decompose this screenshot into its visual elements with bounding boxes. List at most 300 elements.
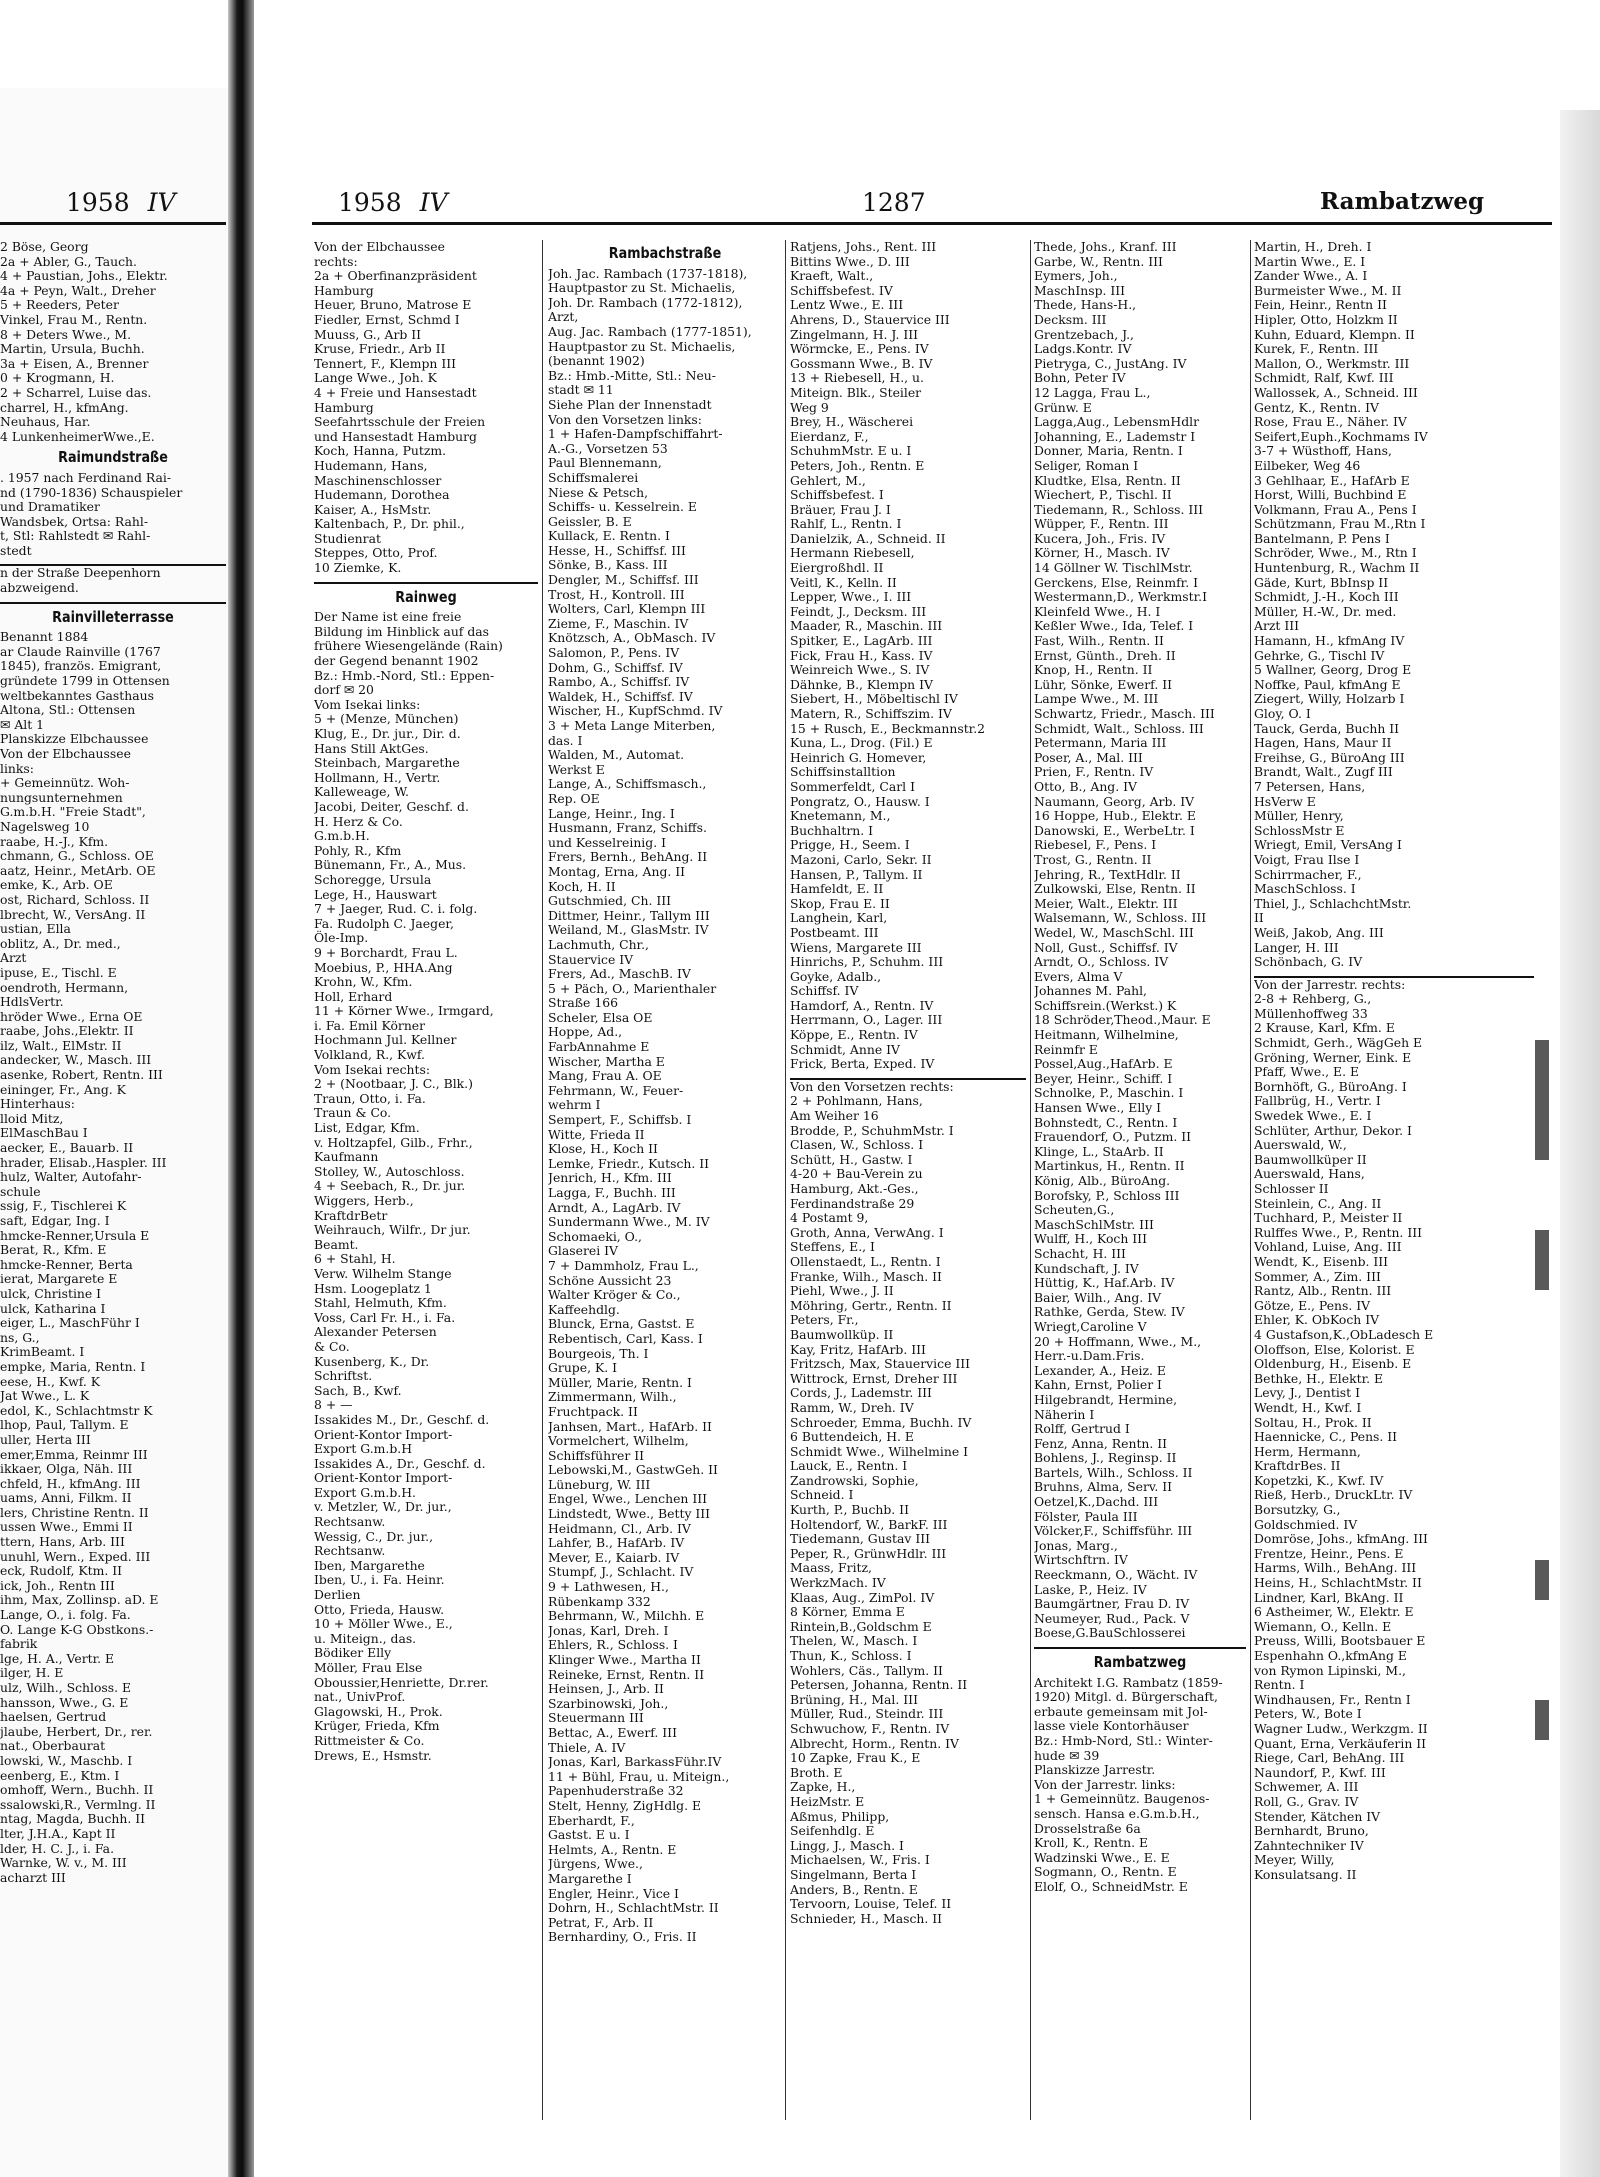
directory-entry: Straße 166	[548, 995, 618, 1011]
directory-entry: Kaufmann	[314, 1149, 379, 1165]
directory-entry: Baumgärtner, Frau D. IV	[1034, 1596, 1190, 1612]
directory-entry: Fruchtpack. II	[548, 1403, 638, 1419]
directory-entry: Holl, Erhard	[314, 988, 393, 1004]
directory-entry: Völcker,F., Schiffsführ. III	[1034, 1523, 1193, 1539]
directory-entry: Danielzik, A., Schneid. II	[790, 530, 946, 546]
directory-entry: Broth. E	[790, 1764, 843, 1780]
directory-entry: ick, Joh., Rentn III	[0, 1577, 115, 1593]
directory-entry: Schoregge, Ursula	[314, 871, 432, 887]
directory-entry: der Gegend benannt 1902	[314, 653, 479, 669]
directory-entry: Wohlers, Cäs., Tallym. II	[790, 1662, 943, 1678]
directory-entry: Schacht, H. III	[1034, 1245, 1126, 1261]
directory-entry: ssalowski,R., Vermlng. II	[0, 1796, 156, 1812]
directory-entry: Montag, Erna, Ang. II	[548, 863, 686, 879]
directory-entry: 2 Krause, Karl, Kfm. E	[1254, 1020, 1395, 1036]
directory-entry: Maader, R., Maschin. III	[790, 618, 943, 634]
directory-entry: Grupe, K. I	[548, 1360, 617, 1376]
directory-entry: Lindstedt, Wwe., Betty III	[548, 1506, 711, 1522]
directory-entry: Behrmann, W., Milchh. E	[548, 1608, 705, 1624]
directory-entry: 16 Hoppe, Hub., Elektr. E	[1034, 808, 1196, 824]
directory-entry: Wendt, H., Kwf. I	[1254, 1399, 1362, 1415]
directory-entry: Schmidt, J.-H., Koch III	[1254, 589, 1399, 605]
directory-entry: Baumwollküper II	[1254, 1151, 1367, 1167]
directory-entry: Windhausen, Fr., Rentn I	[1254, 1691, 1411, 1707]
page-header-left	[338, 188, 448, 217]
directory-entry: nat., Oberbaurat	[0, 1738, 106, 1754]
directory-entry: Thelen, W., Masch. I	[790, 1633, 918, 1649]
directory-entry: Reinmfr E	[1034, 1041, 1098, 1057]
directory-entry: . 1957 nach Ferdinand Rai-	[0, 469, 172, 485]
directory-entry: Glaserei IV	[548, 1243, 618, 1259]
directory-entry: 4 Postamt 9,	[790, 1210, 869, 1226]
directory-entry: Nagelsweg 10	[0, 818, 90, 834]
directory-entry: Wörmcke, E., Pens. IV	[790, 341, 929, 357]
directory-entry: Elolf, O., SchneidMstr. E	[1034, 1878, 1188, 1894]
directory-entry: Knötzsch, A., ObMasch. IV	[548, 630, 716, 646]
directory-entry: 4 + Freie und Hansestadt	[314, 384, 477, 400]
directory-entry: Wolters, Carl, Klempn III	[548, 601, 706, 617]
directory-entry: Knetemann, M.,	[790, 808, 891, 824]
directory-entry: Knop, H., Rentn. II	[1034, 662, 1153, 678]
directory-entry: HsVerw E	[1254, 793, 1316, 809]
directory-entry: und Dramatiker	[0, 499, 100, 515]
directory-entry: HeizMstr. E	[790, 1793, 865, 1809]
directory-entry: Seliger, Roman I	[1034, 457, 1139, 473]
directory-entry: rechts:	[314, 253, 358, 269]
directory-entry: Jonas, Marg.,	[1034, 1537, 1118, 1553]
directory-entry: Trost, G., Rentn. II	[1034, 851, 1152, 867]
directory-entry: Lange, A., Schiffsmasch.,	[548, 776, 707, 792]
directory-entry: 12 Lagga, Frau L.,	[1034, 384, 1151, 400]
directory-entry: Geissler, B. E	[548, 513, 632, 529]
directory-entry: Michaelsen, W., Fris. I	[790, 1852, 930, 1868]
directory-entry: Bödiker Elly	[314, 1645, 392, 1661]
directory-entry: Stelt, Henny, ZigHdlg. E	[548, 1797, 702, 1813]
directory-entry: ulz, Wilh., Schloss. E	[0, 1680, 132, 1695]
directory-entry: Martin Wwe., E. I	[1254, 253, 1366, 269]
directory-entry: Oloffson, Else, Kolorist. E	[1254, 1341, 1415, 1357]
directory-entry: Lange Wwe., Joh. K	[314, 370, 437, 386]
directory-entry: Bohn, Peter IV	[1034, 370, 1126, 386]
directory-entry: Ferdinandstraße 29	[790, 1195, 915, 1211]
directory-entry: Mazoni, Carlo, Sekr. II	[790, 851, 932, 867]
directory-entry: Gossmann Wwe., B. IV	[790, 355, 933, 371]
directory-entry: Burmeister Wwe., M. II	[1254, 282, 1402, 298]
directory-entry: edol, K., Schlachtmstr K	[0, 1402, 153, 1418]
directory-entry: Schmidt, Walt., Schloss. III	[1034, 720, 1204, 736]
directory-entry: 10 Zapke, Frau K., E	[790, 1750, 921, 1766]
directory-entry: lers, Christine Rentn. II	[0, 1504, 149, 1520]
directory-entry: Möller, Frau Else	[314, 1660, 423, 1675]
directory-entry: Wandsbek, Ortsa: Rahl-	[0, 513, 149, 529]
page-number: 1287	[862, 188, 926, 217]
directory-entry: Kludtke, Elsa, Rentn. II	[1034, 472, 1181, 488]
directory-entry: Hamann, H., kfmAng IV	[1254, 633, 1405, 649]
directory-entry: i. Fa. Emil Körner	[314, 1017, 426, 1033]
directory-entry: Rolff, Gertrud I	[1034, 1421, 1130, 1437]
directory-entry: Hochmann Jul. Kellner	[314, 1032, 457, 1048]
directory-entry: Thiele, A. IV	[548, 1739, 626, 1755]
directory-entry: Hollmann, H., Vertr.	[314, 769, 441, 785]
directory-entry: Bernhardt, Bruno,	[1254, 1823, 1369, 1839]
directory-entry: Rathke, Gerda, Stew. IV	[1034, 1304, 1185, 1320]
directory-entry: 15 + Rusch, E., Beckmannstr.2	[790, 720, 986, 736]
directory-entry: Rübenkamp 332	[548, 1593, 651, 1609]
directory-entry: Hansen, P., Tallym. II	[790, 866, 923, 882]
directory-entry: Dohrn, H., SchlachtMstr. II	[548, 1900, 719, 1916]
directory-entry: Eierdanz, F.,	[790, 428, 869, 444]
directory-entry: Von der Jarrestr. rechts:	[1254, 976, 1406, 992]
directory-entry: Riebesel, F., Pens. I	[1034, 837, 1157, 853]
directory-entry: Laske, P., Heiz. IV	[1034, 1581, 1147, 1597]
directory-entry: n der Straße Deepenhorn	[0, 565, 161, 581]
directory-entry: Rebentisch, Carl, Kass. I	[548, 1330, 703, 1346]
directory-entry: 1 + Gemeinnütz. Baugenos-	[1034, 1791, 1210, 1807]
directory-entry: Lexander, A., Heiz. E	[1034, 1362, 1166, 1378]
directory-entry: Sommerfeldt, Carl I	[790, 778, 915, 794]
directory-entry: Götze, E., Pens. IV	[1254, 1297, 1371, 1313]
directory-entry: Hans Still AktGes.	[314, 740, 429, 756]
directory-entry: Feindt, J., Decksm. III	[790, 603, 927, 619]
directory-entry: Kahn, Ernst, Polier I	[1034, 1377, 1162, 1393]
directory-entry: (benannt 1902)	[548, 353, 645, 369]
directory-entry: Schmidt, Ralf, Kwf. III	[1254, 370, 1394, 386]
directory-entry: Eymers, Joh.,	[1034, 268, 1118, 284]
directory-entry: Kalleweage, W.	[314, 784, 409, 800]
directory-entry: Peters, Fr.,	[790, 1312, 859, 1328]
directory-entry: Zahntechniker IV	[1254, 1837, 1364, 1853]
directory-entry: Rulffes Wwe., P., Rentn. III	[1254, 1224, 1422, 1240]
directory-entry: nungsunternehmen	[0, 789, 123, 805]
directory-entry: Fick, Frau H., Kass. IV	[790, 647, 933, 663]
directory-entry: Prien, F., Rentn. IV	[1034, 764, 1154, 780]
directory-entry: Stumpf, J., Schlacht. IV	[548, 1564, 694, 1580]
directory-entry: II	[1254, 910, 1264, 926]
directory-entry: Altona, Stl.: Ottensen	[0, 702, 136, 718]
directory-entry: gründete 1799 in Ottensen	[0, 673, 170, 689]
directory-entry: Lemke, Friedr., Kutsch. II	[548, 1155, 710, 1171]
directory-entry: emer,Emma, Reinmr III	[0, 1446, 148, 1462]
directory-entry: Soltau, H., Prok. II	[1254, 1414, 1372, 1430]
directory-entry: ElMaschBau I	[0, 1125, 88, 1141]
directory-entry: wehrm I	[548, 1097, 601, 1113]
directory-entry: Wulff, H., Koch III	[1034, 1231, 1147, 1247]
directory-entry: 2 + (Nootbaar, J. C., Blk.)	[314, 1076, 473, 1092]
directory-entry: Horst, Willi, Buchbind E	[1254, 487, 1407, 503]
directory-entry: Arndt, A., LagArb. IV	[548, 1199, 681, 1215]
directory-entry: Kaffeehdlg.	[548, 1301, 620, 1317]
directory-entry: lter, J.H.A., Kapt II	[0, 1825, 116, 1841]
directory-entry: Rambo, A., Schiffsf. IV	[548, 674, 690, 690]
directory-entry: Noll, Gust., Schiffsf. IV	[1034, 939, 1178, 955]
directory-entry: 9 + Lathwesen, H.,	[548, 1579, 669, 1595]
section-rule	[314, 582, 538, 584]
directory-entry: ussen Wwe., Emmi II	[0, 1519, 133, 1535]
directory-entry: Dengler, M., Schiffsf. III	[548, 572, 699, 588]
directory-entry: H. Herz & Co.	[314, 813, 403, 829]
directory-entry: 6 Buttendeich, H. E	[790, 1429, 914, 1445]
directory-entry: Preuss, Willi, Bootsbauer E	[1254, 1633, 1426, 1649]
directory-entry: Hamburg	[314, 282, 374, 298]
directory-entry: Ollenstaedt, L., Rentn. I	[790, 1253, 941, 1269]
directory-entry: König, Alb., BüroAng.	[1034, 1173, 1171, 1188]
directory-entry: Heinrich G. Homever,	[790, 749, 927, 765]
directory-entry: Traun & Co.	[314, 1105, 392, 1121]
directory-entry: 3-7 + Wüsthoff, Hans,	[1254, 443, 1392, 459]
directory-entry: Stender, Kätchen IV	[1254, 1808, 1381, 1824]
directory-entry: Singelmann, Berta I	[790, 1866, 917, 1882]
directory-entry: Reineke, Ernst, Rentn. II	[548, 1666, 705, 1682]
directory-entry: Borofsky, P., Schloss III	[1034, 1187, 1180, 1203]
directory-entry: 2a + Abler, G., Tauch.	[0, 253, 137, 269]
directory-entry: Seefahrtsschule der Freien	[314, 414, 486, 430]
directory-entry: Bettac, A., Ewerf. III	[548, 1724, 677, 1740]
directory-entry: Schriftst.	[314, 1368, 373, 1384]
directory-entry: lloid Mitz,	[0, 1110, 64, 1126]
directory-entry: Goldschmied. IV	[1254, 1516, 1358, 1532]
page-edge	[1560, 110, 1600, 2177]
directory-entry: Weiß, Jakob, Ang. III	[1254, 924, 1384, 940]
directory-entry: hmcke-Renner, Berta	[0, 1256, 133, 1272]
directory-entry: 11 + Körner Wwe., Irmgard,	[314, 1003, 494, 1019]
directory-entry: Ahrens, D., Stauervice III	[790, 311, 950, 327]
directory-entry: Evers, Alma V	[1034, 968, 1123, 984]
directory-entry: Issakides M., Dr., Geschf. d.	[314, 1411, 490, 1427]
directory-entry: Weg 9	[790, 399, 829, 415]
directory-column-3	[790, 240, 1026, 2140]
directory-entry: Ehlers, R., Schloss. I	[548, 1637, 678, 1653]
directory-entry: Hsm. Loogeplatz 1	[314, 1280, 432, 1296]
directory-entry: Lahfer, B., HafArb. IV	[548, 1535, 685, 1551]
directory-entry: Lindner, Karl, BkAng. II	[1254, 1589, 1404, 1605]
directory-entry: Bornhöft, G., BüroAng. I	[1254, 1078, 1407, 1094]
directory-entry: Herm, Hermann,	[1254, 1443, 1361, 1459]
directory-entry: lasse viele Kontorhäuser	[1034, 1718, 1189, 1734]
directory-entry: Neuhaus, Har.	[0, 414, 91, 430]
directory-entry: Seifenhdlg. E	[790, 1823, 875, 1839]
directory-entry: Koch, H. II	[548, 878, 616, 894]
directory-entry: Stahl, Helmuth, Kfm.	[314, 1295, 447, 1311]
directory-entry: Aßmus, Philipp,	[790, 1808, 890, 1824]
directory-entry: Näherin I	[1034, 1406, 1095, 1422]
directory-entry: Voigt, Frau Ilse I	[1254, 851, 1360, 867]
directory-entry: Iben, Margarethe	[314, 1557, 425, 1573]
directory-entry: Ramm, W., Dreh. IV	[790, 1399, 914, 1415]
directory-entry: ikkaer, Olga, Näh. III	[0, 1461, 133, 1477]
directory-entry: oblitz, A., Dr. med.,	[0, 935, 121, 951]
directory-entry: Lentz Wwe., E. III	[790, 297, 904, 313]
directory-entry: Ladgs.Kontr. IV	[1034, 341, 1132, 357]
directory-entry: 4-20 + Bau-Verein zu	[790, 1166, 923, 1182]
directory-entry: Thiel, J., SchlachchtMstr.	[1254, 895, 1412, 911]
directory-entry: Schiffsinstalltion	[790, 764, 896, 780]
directory-entry: Lingg, J., Masch. I	[790, 1837, 904, 1853]
directory-entry: ihm, Max, Zollinsp. aD. E	[0, 1592, 159, 1608]
section-rule	[0, 602, 226, 604]
directory-entry: Arzt	[0, 950, 27, 966]
street-heading: Rambatzweg	[1093, 1653, 1187, 1671]
directory-entry: 7 + Jaeger, Rud. C. i. folg.	[314, 901, 478, 917]
directory-entry: Baumwollküp. II	[790, 1326, 894, 1342]
directory-entry: Grünw. E	[1034, 399, 1092, 415]
directory-entry: 8 + —	[314, 1397, 353, 1413]
directory-entry: Volkland, R., Kwf.	[314, 1047, 425, 1063]
directory-entry: Eilbeker, Weg 46	[1254, 457, 1361, 473]
directory-entry: Maschinenschlosser	[314, 472, 442, 488]
directory-entry: 4 + Paustian, Johs., Elektr.	[0, 268, 168, 284]
directory-entry: Bohlens, J., Reginsp. II	[1034, 1450, 1177, 1466]
directory-entry: List, Edgar, Kfm.	[314, 1120, 420, 1136]
street-heading: Rambachstraße	[608, 244, 722, 262]
directory-entry: nd (1790-1836) Schauspieler	[0, 484, 183, 500]
directory-entry: ns, G.,	[0, 1329, 40, 1345]
directory-entry: Salomon, P., Pens. IV	[548, 645, 680, 661]
directory-entry: Thede, Hans-H.,	[1034, 297, 1137, 313]
directory-entry: Ehler, K. ObKoch IV	[1254, 1312, 1380, 1328]
directory-entry: aatz, Heinr., MetArb. OE	[0, 862, 156, 878]
directory-entry: ✉ Alt 1	[0, 716, 45, 732]
directory-entry: Hauptpastor zu St. Michaelis,	[548, 338, 736, 354]
directory-entry: Bohnstedt, C., Rentn. I	[1034, 1114, 1178, 1130]
directory-entry: + Gemeinnütz. Woh-	[0, 775, 130, 791]
directory-entry: Peters, Joh., Rentn. E	[790, 457, 925, 473]
directory-entry: empke, Maria, Rentn. I	[0, 1358, 146, 1374]
directory-entry: Hudemann, Hans,	[314, 457, 428, 473]
directory-entry: Goyke, Adalb.,	[790, 968, 882, 984]
directory-entry: Schroeder, Emma, Buchh. IV	[790, 1414, 972, 1430]
column-divider	[542, 240, 543, 2120]
directory-entry: Hamburg	[314, 399, 374, 415]
directory-entry: Ratjens, Johs., Rent. III	[790, 240, 937, 254]
directory-entry: u. Miteign., das.	[314, 1630, 417, 1646]
directory-entry: 1845), französ. Emigrant,	[0, 658, 162, 674]
directory-entry: von Rymon Lipinski, M.,	[1254, 1662, 1406, 1678]
directory-entry: Moebius, P., HHA.Ang	[314, 959, 453, 975]
directory-entry: Holtendorf, W., BarkF. III	[790, 1516, 948, 1532]
directory-entry: Klinger Wwe., Martha II	[548, 1652, 701, 1667]
directory-entry: 5 + Reeders, Peter	[0, 297, 119, 313]
directory-entry: Rantz, Alb., Rentn. III	[1254, 1283, 1392, 1299]
column-divider	[785, 240, 786, 2120]
directory-entry: 3 Gehlhaar, E., HafArb E	[1254, 472, 1410, 488]
directory-entry: Wischer, Martha E	[548, 1053, 665, 1069]
directory-entry: Fiedler, Ernst, Schmd I	[314, 311, 460, 327]
directory-entry: Johanning, E., Lademstr I	[1034, 428, 1196, 444]
directory-entry: Issakides A., Dr., Geschf. d.	[314, 1455, 486, 1471]
directory-column-4	[1034, 240, 1246, 2140]
directory-entry: und Hansestadt Hamburg	[314, 428, 477, 444]
directory-entry: Fein, Heinr., Rentn II	[1254, 297, 1387, 313]
directory-entry: Jonas, Karl, BarkassFühr.IV	[548, 1754, 722, 1770]
directory-entry: stedt	[0, 542, 32, 558]
directory-entry: emke, K., Arb. OE	[0, 877, 113, 893]
directory-entry: Kullack, E. Rentn. I	[548, 528, 670, 544]
directory-entry: Schwemer, A. III	[1254, 1779, 1359, 1795]
directory-entry: Hamburg, Akt.-Ges.,	[790, 1181, 919, 1196]
directory-entry: Kleinfeld Wwe., H. I	[1034, 603, 1161, 619]
directory-entry: A.-G., Vorsetzen 53	[548, 440, 668, 456]
directory-entry: haelsen, Gertrud	[0, 1709, 107, 1725]
directory-entry: Bz.: Hmb.-Mitte, Stl.: Neu-	[548, 367, 716, 383]
directory-entry: Skop, Frau E. II	[790, 895, 890, 911]
directory-entry: Scheuten,G.,	[1034, 1202, 1115, 1218]
left-page-column	[0, 240, 226, 2140]
directory-entry: hmcke-Renner,Ursula E	[0, 1227, 150, 1243]
directory-entry: Westermann,D., Werkmstr.I	[1034, 589, 1207, 605]
directory-entry: Hoppe, Ad.,	[548, 1024, 623, 1040]
directory-entry: Bräuer, Frau J. I	[790, 501, 891, 517]
directory-entry: Heuer, Bruno, Matrose E	[314, 297, 472, 313]
directory-entry: Joh. Dr. Rambach (1772-1812),	[548, 294, 743, 310]
directory-entry: Petersen, Johanna, Rentn. II	[790, 1677, 968, 1693]
directory-entry: Gehrke, G., Tischl IV	[1254, 647, 1385, 663]
directory-entry: Otto, Frieda, Hausw.	[314, 1601, 445, 1617]
left-header-volume: IV	[147, 188, 176, 217]
directory-entry: 7 Petersen, Hans,	[1254, 778, 1366, 794]
directory-entry: Sempert, F., Schiffsb. I	[548, 1112, 692, 1128]
directory-entry: Schmidt, Anne IV	[790, 1041, 900, 1057]
directory-entry: 4 LunkenheimerWwe.,E.	[0, 428, 155, 444]
directory-entry: Levy, J., Dentist I	[1254, 1385, 1360, 1401]
directory-entry: asenke, Robert, Rentn. III	[0, 1067, 163, 1083]
directory-entry: Trost, H., Kontroll. III	[548, 586, 685, 602]
directory-entry: Thun, K., Schloss. I	[790, 1648, 912, 1663]
directory-entry: Keßler Wwe., Ida, Telef. I	[1034, 618, 1194, 634]
directory-entry: Kaltenbach, P., Dr. phil.,	[314, 516, 465, 532]
directory-entry: hude ✉ 39	[1034, 1747, 1100, 1763]
directory-entry: weltbekanntes Gasthaus	[0, 687, 154, 703]
directory-entry: Brey, H., Wäscherei	[790, 414, 914, 430]
left-header-year: 1958	[66, 188, 130, 217]
directory-entry: lowski, W., Maschb. I	[0, 1752, 133, 1768]
directory-entry: Schöne Aussicht 23	[548, 1272, 672, 1288]
left-header-rule	[0, 222, 226, 225]
directory-entry: Sommer, A., Zim. III	[1254, 1268, 1381, 1284]
directory-entry: saft, Edgar, Ing. I	[0, 1213, 110, 1228]
directory-entry: Rintein,B.,Goldschm E	[790, 1618, 932, 1634]
directory-entry: Von der Jarrestr. links:	[1034, 1776, 1176, 1792]
directory-entry: 9 + Borchardt, Frau L.	[314, 944, 458, 960]
directory-entry: Gerckens, Else, Reinmfr. I	[1034, 574, 1198, 590]
directory-entry: SchuhmMstr. E u. I	[790, 443, 912, 459]
directory-entry: Stauervice IV	[548, 951, 634, 967]
directory-entry: Postbeamt. III	[790, 924, 879, 940]
directory-entry: Frick, Berta, Exped. IV	[790, 1056, 935, 1072]
directory-entry: Prigge, H., Seem. I	[790, 837, 910, 853]
directory-entry: 8 + Deters Wwe., M.	[0, 326, 132, 342]
directory-entry: Arzt,	[548, 309, 579, 325]
directory-entry: ierat, Margarete E	[0, 1271, 118, 1287]
directory-entry: oendroth, Hermann,	[0, 979, 129, 995]
directory-entry: Wischer, H., KupfSchmd. IV	[548, 703, 723, 719]
directory-entry: KraftdrBes. II	[1254, 1458, 1341, 1474]
directory-entry: Niese & Petsch,	[548, 484, 649, 500]
directory-entry: Kurth, P., Buchb. II	[790, 1502, 909, 1518]
directory-entry: raabe, H.-J., Kfm.	[0, 833, 109, 849]
directory-entry: eininger, Fr., Ang. K	[0, 1081, 126, 1097]
directory-entry: uams, Anni, Filkm. II	[0, 1490, 132, 1506]
print-artifact	[1535, 1560, 1549, 1600]
directory-entry: Lebowski,M., GastwGeh. II	[548, 1462, 718, 1478]
directory-entry: Zandrowski, Sophie,	[790, 1472, 919, 1488]
directory-entry: Reeckmann, O., Wächt. IV	[1034, 1567, 1198, 1583]
directory-entry: 13 + Riebesell, H., u.	[790, 370, 924, 386]
directory-entry: Hamfeldt, E. II	[790, 881, 884, 897]
directory-entry: Mever, E., Kaiarb. IV	[548, 1549, 680, 1565]
directory-entry: Waldek, H., Schiffsf. IV	[548, 688, 693, 704]
directory-entry: Kraeft, Walt.,	[790, 268, 874, 284]
directory-entry: Vom Isekai links:	[314, 696, 421, 712]
